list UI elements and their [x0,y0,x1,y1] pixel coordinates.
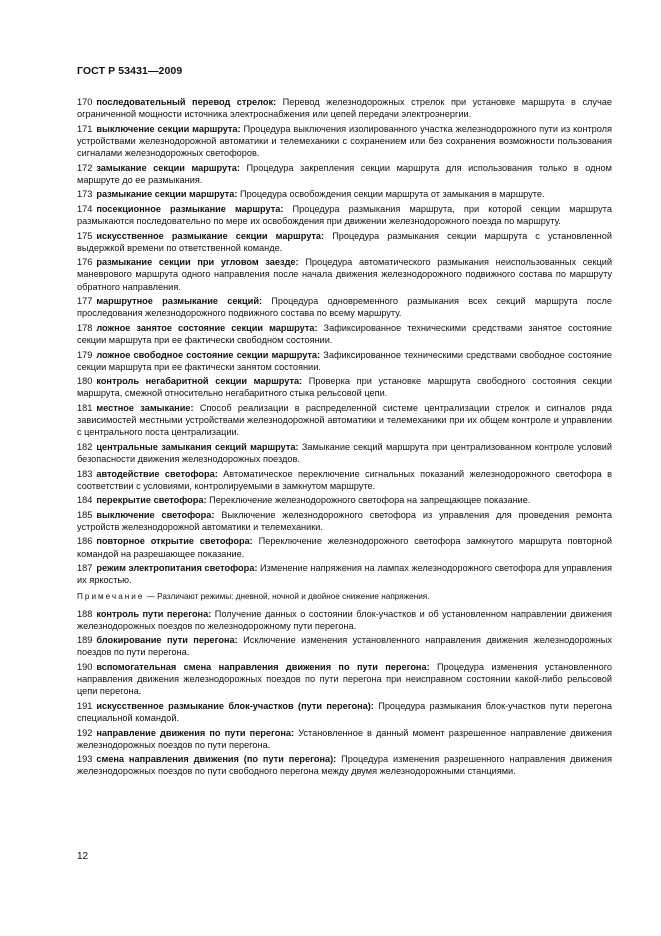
term-entry [77,494,612,506]
entry-number: 189 [77,635,93,646]
entry-term: повторное открытие светофора: [96,536,253,547]
entry-definition: Изменение напряжения на лампах железнодорожного светофора для управления их яркостью. [77,563,612,586]
term-entry [77,162,612,186]
note-text: — Различают режимы: дневной, ночной и двойное снижение напряжения. [144,591,430,601]
entry-term: выключение секции маршрута: [96,123,241,134]
entry-number: 185 [77,509,93,520]
document-body [77,96,612,780]
note [77,591,612,602]
term-entry [77,123,612,160]
term-entry [77,509,612,533]
term-entry [77,375,612,399]
entry-number: 172 [77,162,93,173]
entry-definition: Проверка при установке маршрута свободного состояния секции маршрута, смежной относительно негабаритного стыка рельсовой цепи. [77,376,612,399]
entry-number: 180 [77,376,93,387]
entry-definition: Процедура размыкания маршрута, при которой секции маршрута размыкаются последовательно по мере их освобождения при движении железнодорожного поезда по маршруту. [77,203,612,227]
entry-definition: Процедура выключения изолированного участка железнодорожного пути из контроля устройствами железнодорожной автоматики и телемеханики с сохранением или без сохранения возможности пользования сигналами железнодорожных светофоров. [77,123,612,159]
entry-term: маршрутное размыкание секций: [96,296,263,307]
entry-definition: Процедура автоматического размыкания неиспользованных секций маневрового маршрута одного направления после начала движения железнодорожного подвижного состава по маршруту обратного направления. [77,257,612,292]
entry-term: замыкание секции маршрута: [96,162,240,173]
entry-number: 181 [77,402,93,413]
entry-definition: Исключение изменения установленного направления движения железнодорожных поездов по пути перегона. [77,635,612,658]
entry-term: вспомогательная смена направления движения по пути перегона: [96,661,430,672]
entry-term: посекционное размыкание маршрута: [96,203,284,214]
entry-number: 170 [77,97,93,107]
entry-definition: Выключение железнодорожного светофора из управления для проведения ремонта устройств железнодорожной автоматики и телемеханики. [77,509,612,532]
note-label: Примечание [77,591,145,601]
entry-definition: Переключение железнодорожного светофора замкнутого маршрута повторной командой на разрешающее показание. [77,536,612,559]
entry-term: направление движения по пути перегона: [96,727,295,738]
entry-number: 187 [77,563,93,574]
entry-term: автодействие светофора: [96,468,218,479]
entry-term: блокирование пути перегона: [96,635,238,646]
entry-definition: Автоматическое переключение сигнальных показаний железнодорожного светофора в соответствии с условиями, контролируемыми в замкнутом маршруте. [77,468,612,491]
entry-definition: Установленное в данный момент разрешенное направление движения железнодорожных поездов по пути перегона. [77,727,613,750]
term-entry [77,203,612,227]
entry-term: ложное свободное состояние секции маршрута: [96,349,321,360]
entry-term: искусственное размыкание блок-участков (пути перегона): [96,700,374,711]
entry-term: смена направления движения (по пути перегона): [96,754,337,765]
entry-term: выключение светофора: [96,509,215,520]
entry-term: размыкание секции маршрута: [96,189,238,200]
entry-number: 179 [77,349,93,360]
term-entry [77,727,612,751]
term-entry [77,256,612,293]
term-entry [77,349,612,373]
term-entry [77,322,612,346]
entry-number: 186 [77,536,93,547]
term-entry [77,402,612,439]
entry-term: перекрытие светофора: [96,495,207,506]
term-entry [77,96,612,120]
entry-definition: Переключение железнодорожного светофора на запрещающее показание. [209,495,531,506]
entry-definition: Получение данных о состоянии блок-участков и об установленном направлении движения железнодорожных поездов по железнодорожному пути перегона. [77,608,612,631]
term-entry [77,608,612,632]
entry-definition: Процедура изменения разрешенного направления движения железнодорожных поездов по пути свободного перегона между двумя железнодорожными станциями. [77,754,612,777]
entry-definition: Зафиксированное техническими средствами занятое состояние секции маршрута при ее фактически свободном состоянии. [77,322,612,346]
entry-number: 192 [77,727,93,738]
term-list-b [77,608,612,778]
entry-definition: Процедура размыкания блок-участков пути перегона специальной командой. [77,700,612,724]
entry-number: 173 [77,189,93,200]
entry-term: ложное занятое состояние секции маршрута: [96,322,318,333]
entry-definition: Процедура одновременного размыкания всех секций маршрута после проследования железнодорожного подвижного состава по всему маршруту. [77,296,612,319]
page-number: 12 [77,851,89,862]
entry-number: 174 [77,203,93,214]
entry-definition: Процедура размыкания секции маршрута с установленной выдержкой времени по ответственной команде. [77,230,612,253]
entry-number: 176 [77,257,93,268]
term-list-a [77,96,612,587]
entry-definition: Перевод железнодорожных стрелок при установке маршрута в случае ограниченной мощности источника электроснабжения или цепей передачи электроэнергии. [77,97,613,120]
term-entry [77,535,612,559]
term-entry [77,661,612,698]
term-entry [77,295,612,319]
entry-number: 178 [77,322,93,333]
entry-number: 188 [77,608,93,619]
entry-term: контроль пути перегона: [96,608,212,619]
entry-term: последовательный перевод стрелок: [96,97,277,107]
term-entry [77,441,612,465]
term-entry [77,468,612,492]
entry-term: размыкание секции при угловом заезде: [96,257,299,268]
entry-term: искусственное размыкание секции маршрута: [96,230,325,241]
term-entry [77,700,612,724]
term-entry [77,188,612,200]
term-entry [77,562,612,586]
entry-definition: Процедура освобождения секции маршрута от замыкания в маршруте. [240,189,545,200]
term-entry [77,634,612,658]
entry-number: 184 [77,495,93,506]
entry-term: режим электропитания светофора: [96,563,258,574]
term-entry [77,230,612,254]
entry-number: 182 [77,441,93,452]
entry-number: 171 [77,123,93,134]
entry-definition: Зафиксированное техническими средствами свободное состояние секции маршрута при ее фактически занятом состоянии. [77,349,612,372]
entry-number: 183 [77,468,93,479]
entry-number: 193 [77,754,93,765]
entry-number: 177 [77,296,93,307]
entry-term: контроль негабаритной секции маршрута: [96,376,303,387]
entry-number: 175 [77,230,93,241]
term-entry [77,753,612,777]
entry-definition: Процедура изменения установленного направления движения железнодорожных поездов по пути перегона при неисправном состоянии какой-либо рельсовой цепи перегона. [77,661,612,697]
entry-definition: Замыкание секций маршрута при централизованном контроле условий безопасности движения железнодорожных поездов. [77,441,612,465]
document-header: ГОСТ Р 53431—2009 [77,65,183,77]
entry-term: местное замыкание: [96,402,194,413]
entry-definition: Способ реализации в распределенной системе централизации стрелок и сигналов ряда зависимостей местными устройствами железнодорожной автоматики и телемеханики при их общем контроле и управлении с центрального поста централизации. [77,402,612,438]
entry-definition: Процедура закрепления секции маршрута для использования только в одном маршруте до ее размыкания. [77,162,612,185]
entry-term: центральные замыкания секций маршрута: [96,441,299,452]
entry-number: 191 [77,700,93,711]
entry-number: 190 [77,661,93,672]
